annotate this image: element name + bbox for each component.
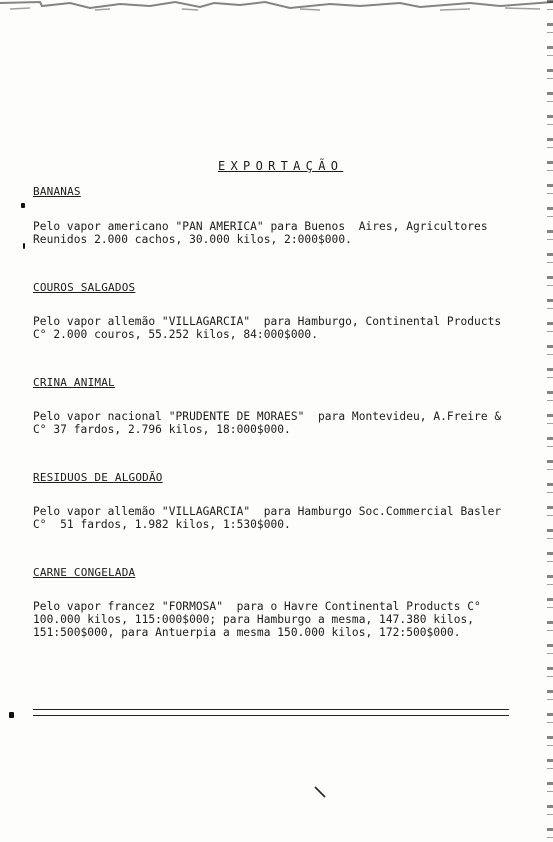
scan-mark (314, 786, 326, 798)
section-heading-couros: COUROS SALGADOS (33, 281, 136, 294)
section-text-line: C° 51 fardos, 1.982 kilos, 1:530$000. (33, 518, 291, 531)
section-heading-carne: CARNE CONGELADA (33, 566, 136, 579)
section-text-line: 100.000 kilos, 115:000$000; para Hamburgo a mesma, 147.380 kilos, (33, 613, 475, 626)
section-text-line: Pelo vapor nacional "PRUDENTE DE MORAES" para Montevideu, A.Freire & (33, 410, 502, 423)
section-text-line: 151:500$000, para Antuerpia a mesma 150.000 kilos, 172:500$000. (33, 626, 461, 639)
section-text-line: Pelo vapor americano "PAN AMERICA" para Buenos Aires, Agricultores (33, 220, 488, 233)
section-text-line: C° 37 fardos, 2.796 kilos, 18:000$000. (33, 423, 291, 436)
section-text-line: Pelo vapor allemão "VILLAGARCIA" para Hamburgo Soc.Commercial Basler (33, 505, 502, 518)
scan-noise-top (0, 0, 553, 12)
section-heading-residuos: RESIDUOS DE ALGODÃO (33, 471, 163, 484)
section-heading-crina: CRINA ANIMAL (33, 376, 115, 389)
scan-edge-right (547, 0, 553, 842)
section-text-line: Pelo vapor francez "FORMOSA" para o Havre Continental Products C° (33, 600, 481, 613)
closing-rule (33, 715, 509, 716)
section-heading-bananas: BANANAS (33, 185, 81, 198)
margin-mark (23, 243, 25, 249)
page-title: EXPORTAÇÃO (218, 159, 344, 173)
section-text-line: Pelo vapor allemão "VILLAGARCIA" para Hamburgo, Continental Products (33, 315, 502, 328)
margin-mark (9, 712, 14, 718)
margin-mark (21, 203, 25, 208)
closing-rule (33, 709, 509, 710)
section-text-line: C° 2.000 couros, 55.252 kilos, 84:000$000. (33, 328, 318, 341)
section-text-line: Reunidos 2.000 cachos, 30.000 kilos, 2:000$000. (33, 233, 352, 246)
